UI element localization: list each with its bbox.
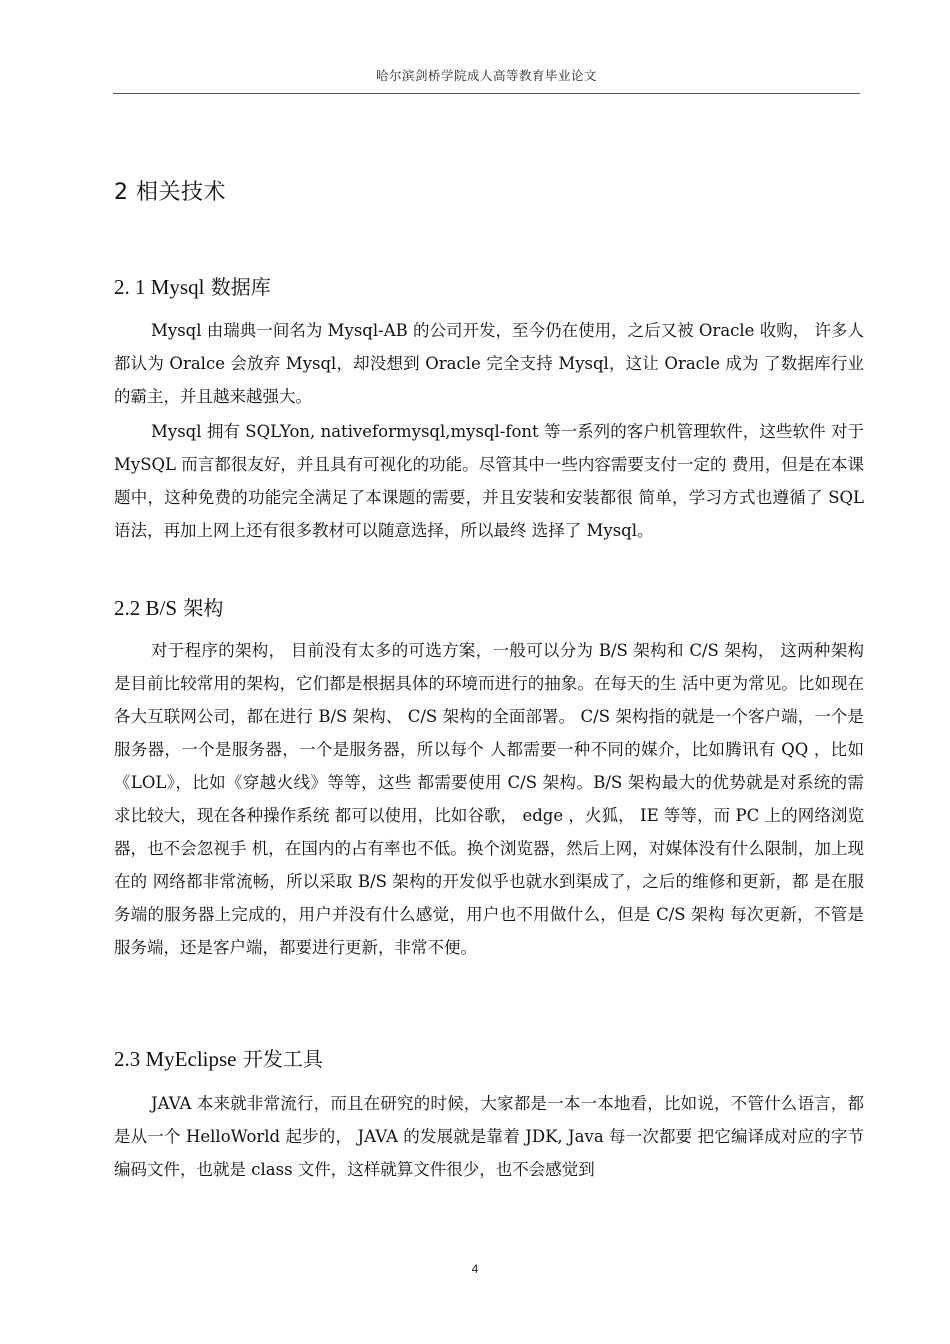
paragraph-mysql-tools: Mysql 拥有 SQLYon, nativeformysql,mysql-font 等一系列的客户机管理软件，这些软件 对于 MySQL 而言都很友好，并且具有可视化的功能。尽管其中一些内容需要支付一定的 费用，但是在本课题中，这种免费的功能完全满足了本课题的需要，并且安装和安装都很 简单，学习方式也遵循了 SQL 语法，再加上网上还有很多教材可以随意选择，所以最终 选择了 Mysql。 bbox=[114, 422, 864, 540]
section-title-text: 数据库 bbox=[210, 275, 271, 299]
section-title-text: 开发工具 bbox=[242, 1047, 323, 1071]
section-title-text: 架构 bbox=[183, 596, 224, 620]
running-header: 哈尔滨剑桥学院成人高等教育毕业论文 bbox=[375, 68, 597, 83]
section-heading-myeclipse bbox=[114, 1043, 323, 1072]
section-number: 2.3 MyEclipse bbox=[114, 1047, 237, 1071]
chapter-title: 2 相关技术 bbox=[114, 180, 226, 205]
paragraph-bs-architecture: 对于程序的架构， 目前没有太多的可选方案，一般可以分为 B/S 架构和 C/S 架构， 这两种架构是目前比较常用的架构，它们都是根据具体的环境而进行的抽象。在每天的生 活中更为常见。比如现在各大互联网公司，都在进行 B/S 架构、 C/S 架构的全面部署。 C/S 架构指的就是一个客户端，一个是服务器，一个是服务器，一个是服务器，所以每个 人都需要一种不同的媒介，比如腾讯有 QQ ，比如《LOL》，比如《穿越火线》等等，这些 都需要使用 C/S 架构。B/S 架构最大的优势就是对系统的需求比较大，现在各种操作系统 都可以使用，比如谷歌， edge ，火狐， IE 等等，而 PC 上的网络浏览器，也不会忽视手 机，在国内的占有率也不低。换个浏览器，然后上网，对媒体没有什么限制，加上现在的 网络都非常流畅，所以采取 B/S 架构的开发似乎也就水到渠成了，之后的维修和更新，都 是在服务端的服务器上完成的，用户并没有什么感觉，用户也不用做什么，但是 C/S 架构 每次更新，不管是服务端，还是客户端，都要进行更新，非常不便。 bbox=[114, 641, 864, 957]
header-divider bbox=[113, 93, 860, 94]
paragraph-mysql-history: Mysql 由瑞典一间名为 Mysql-AB 的公司开发，至今仍在使用，之后又被 Oracle 收购， 许多人都认为 Oralce 会放弃 Mysql，却没想到 Oracle 完全支持 Mysql，这让 Oracle 成为 了数据库行业的霸主，并且越来越强大。 bbox=[114, 321, 864, 406]
section-heading-mysql bbox=[114, 271, 271, 300]
section-number: 2. 1 Mysql bbox=[114, 275, 205, 299]
paragraph-myeclipse: JAVA 本来就非常流行，而且在研究的时候，大家都是一本一本地看，比如说，不管什么语言，都是从一个 HelloWorld 起步的， JAVA 的发展就是靠着 JDK, Java 每一次都要 把它编译成对应的字节编码文件，也就是 class 文件，这样就算文件很少，也不会感觉到 bbox=[114, 1094, 864, 1179]
section-number: 2.2 B/S bbox=[114, 596, 178, 620]
section-heading-bs-architecture bbox=[114, 592, 223, 621]
page-number: 4 bbox=[471, 1262, 479, 1276]
